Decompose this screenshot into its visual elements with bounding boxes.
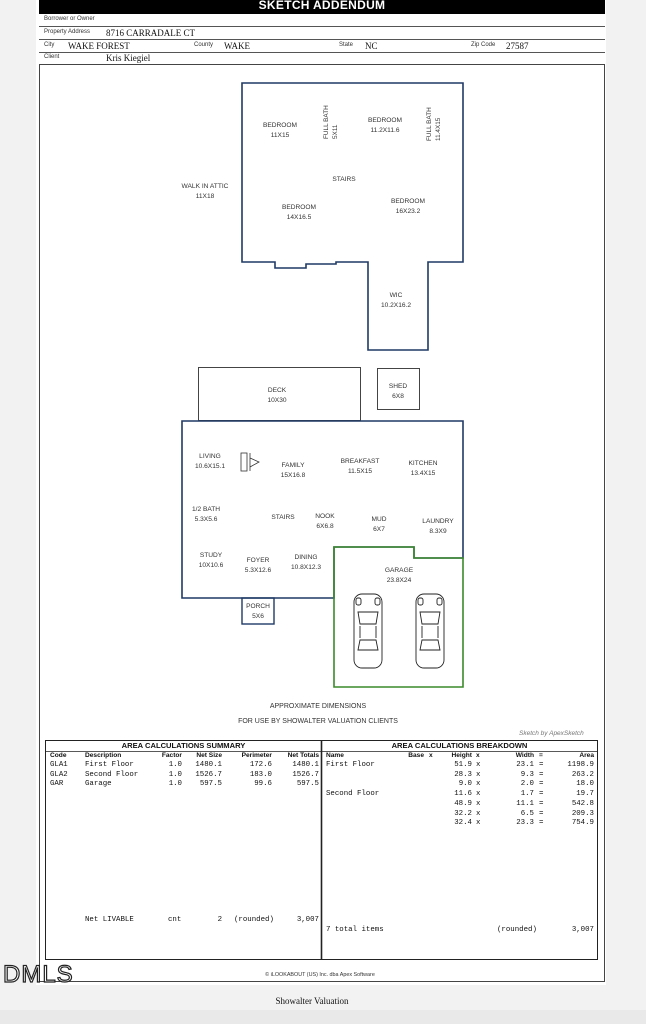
room-living: LIVING 10.6X15.1: [194, 453, 226, 470]
client-value: Kris Kiegiel: [106, 53, 151, 63]
table-row: Second Floor 11.6 1.7 19.7 x =: [326, 790, 594, 799]
room-walk-in-attic: WALK IN ATTIC 11X18: [181, 183, 229, 200]
zip-label: Zip Code: [471, 42, 496, 48]
room-deck: DECK 10X30: [267, 387, 287, 404]
room-shed: SHED 6X8: [388, 383, 408, 400]
car-icon: [354, 594, 382, 668]
property-label: Property Address: [44, 29, 91, 35]
company-name: Showalter Valuation: [275, 996, 349, 1006]
first-floor-outline: [182, 421, 463, 598]
table-row: 9.0 2.0 18.0 x =: [458, 780, 594, 789]
county-value: WAKE: [224, 41, 250, 51]
property-value: 8716 CARRADALE CT: [106, 28, 196, 38]
room-nook: NOOK 6X6.8: [315, 513, 335, 530]
breakdown-header-row: Name Base x Height x Width = Area: [326, 752, 594, 759]
room-laundry: LAUNDRY 8.3X9: [422, 518, 454, 535]
room-half-bath: 1/2 BATH 5.3X5.6: [191, 506, 221, 523]
table-row: GLA1 First Floor 1.0 1480.1 172.6 1480.1: [50, 761, 319, 769]
room-garage: GARAGE 23.8X24: [384, 567, 414, 584]
apex-credit: Sketch by ApexSketch: [519, 730, 584, 737]
city-label: City: [44, 42, 55, 48]
summary-title: AREA CALCULATIONS SUMMARY: [121, 741, 246, 750]
room-porch: PORCH 5X6: [246, 603, 270, 620]
room-mud: MUD 6X7: [371, 516, 387, 533]
breakdown-title: AREA CALCULATIONS BREAKDOWN: [391, 741, 528, 750]
client-use-note: FOR USE BY SHOWALTER VALUATION CLIENTS: [238, 718, 398, 725]
state-label: State: [339, 42, 354, 48]
page-title: SKETCH ADDENDUM: [39, 0, 605, 14]
state-value: NC: [365, 41, 378, 51]
borrower-label: Borrower or Owner: [44, 16, 95, 22]
table-row: 32.2 6.5 209.3 x =: [454, 809, 594, 818]
table-row: GLA2 Second Floor 1.0 1526.7 183.0 1526.7: [50, 770, 319, 779]
room-stairs: STAIRS: [332, 176, 356, 183]
county-label: County: [194, 42, 214, 48]
table-row: 28.3 9.3 263.2 x =: [454, 770, 594, 779]
table-row: First Floor 51.9 23.1 1198.9 x =: [326, 761, 594, 769]
room-family: FAMILY 15X16.8: [280, 462, 306, 479]
table-row: 48.9 11.1 542.8 x =: [454, 799, 594, 808]
room-full-bath: FULL BATH 11.4X15: [426, 107, 442, 141]
summary-header-row: Code Description Factor Net Size Perimeter Net Totals: [50, 752, 319, 759]
table-row: GAR Garage 1.0 597.5 99.6 597.5: [50, 780, 319, 788]
room-study: STUDY 10X10.6: [198, 552, 224, 569]
city-value: WAKE FOREST: [68, 41, 130, 51]
client-label: Client: [44, 54, 60, 60]
zip-value: 27587: [506, 41, 529, 51]
room-full-bath: FULL BATH 5X11: [323, 105, 339, 139]
room-bedroom: BEDROOM 11X15: [262, 122, 298, 139]
room-bedroom: BEDROOM 11.2X11.6: [367, 117, 403, 134]
breakdown-total-row: 7 total items (rounded) 3,007: [326, 926, 594, 934]
area-breakdown-table: [322, 741, 597, 960]
net-livable-row: Net LIVABLE cnt 2 (rounded) 3,007: [85, 916, 319, 924]
room-stairs: STAIRS: [271, 514, 295, 521]
table-row: 32.4 23.3 754.9 x =: [454, 819, 594, 828]
room-breakfast: BREAKFAST 11.5X15: [340, 458, 380, 475]
approx-dimensions-note: APPROXIMATE DIMENSIONS: [269, 703, 367, 710]
room-wic: WIC 10.2X16.2: [380, 292, 412, 309]
dmls-watermark-logo: DMLS: [3, 961, 74, 988]
room-kitchen: KITCHEN 13.4X15: [408, 460, 438, 477]
copyright-text: © iLOOKABOUT (US) Inc. dba Apex Software: [265, 972, 375, 978]
fireplace-icon: [241, 453, 259, 471]
car-icon: [416, 594, 444, 668]
room-dining: DINING 10.8X12.3: [290, 554, 322, 571]
room-bedroom: BEDROOM 16X23.2: [390, 198, 426, 215]
bottom-strip: [0, 1010, 646, 1024]
room-foyer: FOYER 5.3X12.6: [244, 557, 272, 574]
room-bedroom: BEDROOM 14X16.5: [281, 204, 317, 221]
area-summary-table: [46, 741, 321, 960]
